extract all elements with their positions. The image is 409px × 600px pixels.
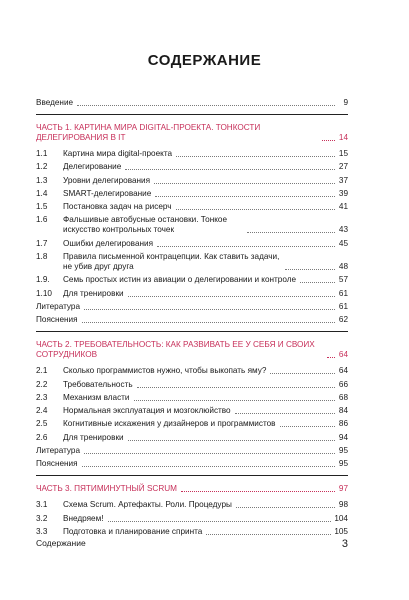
toc-entry[interactable] (36, 176, 348, 186)
toc-label: Подготовка и планирование спринта (63, 526, 203, 536)
toc-number: 3.3 (36, 526, 48, 536)
toc-entry[interactable] (36, 527, 348, 537)
toc-page: 61 (338, 288, 348, 298)
leader-dots (84, 453, 335, 454)
toc-number: 1.10 (36, 288, 52, 298)
toc-part-label: ЧАСТЬ 3. ПЯТИМИНУТНЫЙ SCRUM (36, 484, 177, 494)
leader-dots (300, 282, 335, 283)
leader-dots (128, 296, 335, 297)
toc-page: 95 (338, 446, 348, 456)
toc-label: Внедряем! (63, 513, 104, 523)
toc-entry[interactable] (36, 289, 348, 299)
toc-entry[interactable] (36, 366, 348, 376)
toc-entry[interactable] (36, 406, 348, 416)
toc-page: 64 (338, 366, 348, 376)
toc-page: 57 (338, 275, 348, 285)
toc-number: 3.2 (36, 513, 48, 523)
toc-page: 27 (338, 162, 348, 172)
toc-page: 104 (334, 513, 348, 523)
toc-page: 86 (338, 419, 348, 429)
toc-entry[interactable] (36, 252, 348, 272)
toc-entry[interactable] (36, 149, 348, 159)
toc-page: 66 (338, 379, 348, 389)
toc-number: 1.1 (36, 149, 48, 158)
toc-entry-notes[interactable] (36, 459, 348, 469)
toc-label: Пояснения (36, 315, 78, 325)
toc-entry[interactable] (36, 514, 348, 524)
toc-number: 2.3 (36, 392, 48, 402)
leader-dots (125, 169, 335, 170)
toc-label: Постановка задач на рисерч (63, 202, 172, 212)
separator (36, 114, 348, 115)
leader-dots (157, 246, 335, 247)
toc-label: Механизм власти (63, 392, 130, 402)
leader-dots (137, 387, 335, 388)
toc-entry-literature[interactable] (36, 302, 348, 312)
leader-dots (176, 156, 335, 157)
toc-label: SMART-делегирование (63, 188, 152, 198)
toc-label: Пояснения (36, 459, 78, 469)
table-of-contents (36, 98, 348, 540)
separator (36, 475, 348, 476)
toc-page: 41 (338, 202, 348, 212)
leader-dots (181, 491, 335, 492)
toc-part-label: ЧАСТЬ 2. ТРЕБОВАТЕЛЬНОСТЬ: КАК РАЗВИВАТЬ ЕЕ У СЕБЯ И СВОИХ СОТРУДНИКОВ (36, 340, 315, 360)
toc-label: Делегирование (63, 162, 122, 172)
toc-label: Требовательность (63, 379, 133, 389)
toc-number: 2.6 (36, 432, 48, 442)
toc-label: Литература (36, 446, 81, 456)
toc-number: 2.2 (36, 379, 48, 389)
toc-part-3[interactable] (36, 484, 348, 494)
toc-page: 37 (338, 175, 348, 185)
toc-entry[interactable] (36, 239, 348, 249)
toc-page: 105 (334, 526, 348, 536)
page-footer (36, 538, 348, 550)
toc-page: 68 (338, 392, 348, 402)
toc-label: Для тренировки (63, 288, 124, 298)
toc-number: 3.1 (36, 500, 48, 510)
toc-label: Литература (36, 301, 81, 311)
toc-number: 1.5 (36, 202, 48, 212)
footer-label: Содержание (36, 538, 86, 548)
toc-label: Фальшивые автобусные остановки. Тонкое искусство контрольных точек (63, 215, 228, 235)
toc-entry[interactable] (36, 275, 348, 285)
toc-label: Введение (36, 98, 74, 107)
toc-entry[interactable] (36, 215, 348, 235)
leader-dots (77, 105, 335, 106)
toc-label: Семь простых истин из авиации о делегировании и контроле (63, 275, 297, 285)
leader-dots (322, 140, 335, 141)
leader-dots (236, 507, 335, 508)
toc-label: Ошибки делегирования (63, 238, 154, 248)
toc-label: Уровни делегирования (63, 175, 151, 185)
leader-dots (270, 373, 335, 374)
toc-entry[interactable] (36, 500, 348, 510)
toc-number: 1.3 (36, 175, 48, 185)
toc-page: 43 (338, 225, 348, 235)
leader-dots (84, 309, 335, 310)
toc-label: Нормальная эксплуатация и мозгоклюйство (63, 406, 231, 416)
toc-number: 1.2 (36, 162, 48, 172)
leader-dots (134, 400, 335, 401)
toc-entry[interactable] (36, 189, 348, 199)
toc-number: 1.4 (36, 188, 48, 198)
toc-number: 2.5 (36, 419, 48, 429)
toc-page: 45 (338, 238, 348, 248)
toc-number: 2.1 (36, 366, 48, 376)
toc-page: 64 (338, 350, 348, 360)
leader-dots (154, 183, 335, 184)
toc-label: Сколько программистов нужно, чтобы выкопать яму? (63, 366, 267, 376)
toc-label: Картина мира digital-проекта (63, 149, 173, 158)
toc-number: 1.9. (36, 275, 50, 285)
toc-number: 1.6 (36, 215, 48, 225)
toc-page: 97 (338, 484, 348, 494)
toc-page: 15 (338, 149, 348, 158)
toc-page: 98 (338, 500, 348, 510)
toc-part-1[interactable] (36, 123, 348, 143)
toc-page: 14 (338, 133, 348, 142)
leader-dots (82, 322, 335, 323)
toc-page: 9 (343, 98, 348, 107)
toc-label: Правила письменной контрацепции. Как ставить задачи, не убив друг друга (63, 252, 280, 272)
toc-label: Для тренировки (63, 432, 124, 442)
toc-entry-intro[interactable] (36, 98, 348, 108)
toc-number: 1.7 (36, 238, 48, 248)
toc-page: 39 (338, 188, 348, 198)
leader-dots (280, 426, 335, 427)
toc-entry[interactable] (36, 393, 348, 403)
leader-dots (327, 357, 335, 358)
toc-entry-notes[interactable] (36, 315, 348, 325)
toc-part-2[interactable] (36, 340, 348, 360)
leader-dots (176, 209, 335, 210)
leader-dots (128, 440, 335, 441)
toc-entry[interactable] (36, 162, 348, 172)
toc-page: 84 (338, 406, 348, 416)
page-title: СОДЕРЖАНИЕ (147, 52, 262, 69)
toc-page: 62 (338, 315, 348, 325)
leader-dots (155, 196, 335, 197)
toc-number: 2.4 (36, 406, 48, 416)
leader-dots (206, 534, 331, 535)
page-number: 3 (341, 538, 348, 550)
toc-entry[interactable] (36, 380, 348, 390)
toc-label: Когнитивные искажения у дизайнеров и программистов (63, 419, 276, 429)
toc-number: 1.8 (36, 252, 48, 262)
separator (36, 331, 348, 332)
toc-page: 61 (338, 301, 348, 311)
toc-page: 48 (338, 262, 348, 272)
toc-part-label: ЧАСТЬ 1. КАРТИНА МИРА DIGITAL-ПРОЕКТА. ТОНКОСТИ ДЕЛЕГИРОВАНИЯ В IT (36, 123, 261, 142)
leader-dots (82, 466, 335, 467)
toc-label: Схема Scrum. Артефакты. Роли. Процедуры (63, 500, 232, 510)
leader-dots (235, 413, 335, 414)
toc-entry-literature[interactable] (36, 446, 348, 456)
toc-entry[interactable] (36, 433, 348, 443)
toc-page: 95 (338, 459, 348, 469)
leader-dots (285, 269, 335, 270)
leader-dots (247, 232, 335, 233)
toc-entry[interactable] (36, 202, 348, 212)
toc-entry[interactable] (36, 419, 348, 429)
toc-page: 94 (338, 432, 348, 442)
leader-dots (108, 521, 332, 522)
